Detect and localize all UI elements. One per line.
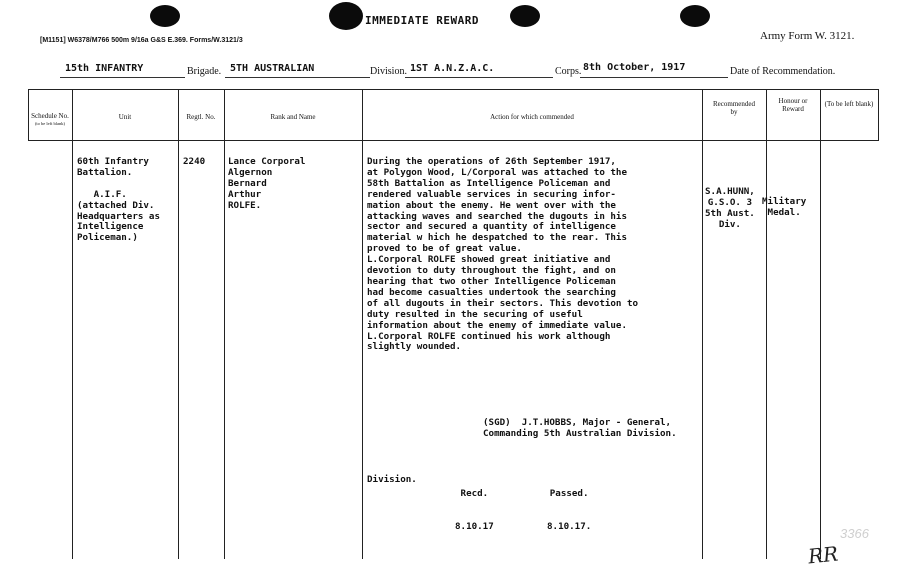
entry-unit: 60th Infantry Battalion. A.I.F. (attached Div. Headquarters as Intelligence Policeman.) (77, 156, 160, 244)
division-underline (225, 77, 370, 78)
col-divider-5 (362, 89, 363, 559)
brigade-label: Brigade. (187, 66, 222, 77)
received-block (455, 466, 494, 543)
print-reference: [M1151] W6378/M766 500m 9/16a G&S E.369. Forms/W.3121/3 (40, 37, 243, 44)
division-value: 5TH AUSTRALIAN (230, 63, 315, 74)
col-divider-8 (820, 89, 821, 559)
form-title: IMMEDIATE REWARD (365, 14, 479, 27)
corps-label: Corps. (555, 66, 582, 77)
col-divider-9 (878, 89, 879, 140)
col-divider-4 (224, 89, 225, 559)
entry-recommended-by: S.A.HUNN, G.S.O. 3 5th Aust. Div. (705, 186, 755, 230)
army-form-number: Army Form W. 3121. (760, 30, 855, 42)
recommendation-date-value: 8th October, 1917 (583, 62, 686, 73)
col-header-schedule-sub: (to be left blank) (34, 121, 66, 126)
passed-date: 8.10.17. (547, 521, 592, 532)
punch-hole-left (150, 5, 180, 27)
punch-hole-center (329, 2, 363, 30)
col-header-unit: Unit (118, 113, 132, 121)
col-header-honour: Honour or Reward (778, 97, 808, 113)
passed-block (547, 466, 591, 543)
col-header-rank: Rank and Name (270, 113, 316, 121)
receipt-division-label: Division. (367, 474, 417, 485)
col-header-recommended: Recommended by (713, 100, 755, 116)
punch-hole-center-right (510, 5, 540, 27)
brigade-value: 15th INFANTRY (65, 63, 144, 74)
corps-value: 1ST A.N.Z.A.C. (410, 63, 495, 74)
brigade-underline (60, 77, 185, 78)
signature-block: (SGD) J.T.HOBBS, Major - General, Commanding 5th Australian Division. (483, 417, 677, 439)
col-header-schedule: Schedule No. (to be left blank) (28, 112, 72, 128)
passed-label: Passed. (549, 488, 589, 499)
received-date: 8.10.17 (455, 521, 494, 532)
col-header-regt: Regtl. No. (186, 113, 216, 121)
entry-rank-name: Lance Corporal Algernon Bernard Arthur ROLFE. (228, 156, 306, 211)
received-label: Recd. (460, 488, 489, 499)
faint-stamp-number: 3366 (840, 526, 869, 541)
col-divider-2 (72, 89, 73, 559)
entry-honour: Military Medal. (762, 196, 807, 218)
col-header-action: Action for which commended (490, 113, 574, 121)
division-label: Division. (370, 66, 407, 77)
entry-action: During the operations of 26th September 1917, at Polygon Wood, L/Corporal was attached to the 58th Battalion as Intelligence Policeman and rendered valuable services in securing infor- mation about the enemy. He went over with the attacking waves and searched the dugouts in his sector and secured a quantity of intelligence material w hich he despatched to the rear. This proved to be of great value. L.Corporal ROLFE showed great initiative and devotion to duty throughout the fight, and on hearing that two other Intelligence Policeman had become casualties undertook the searching of all dugouts in their sectors. This devotion to duty resulted in the securing of useful information about the enemy of immediate value. L.Corporal ROLFE continued his work although slightly wounded. (367, 156, 639, 353)
corps-underline (405, 77, 553, 78)
punch-hole-right (680, 5, 710, 27)
col-divider-6 (702, 89, 703, 559)
table-header-rule (28, 140, 879, 141)
col-header-blank: (To be left blank) (824, 100, 874, 108)
col-divider-7 (766, 89, 767, 559)
date-underline (580, 77, 728, 78)
entry-regt-no: 2240 (183, 156, 206, 167)
handwritten-initials: RR (806, 541, 840, 569)
table-top-rule (28, 89, 879, 90)
col-divider-3 (178, 89, 179, 559)
recommendation-date-label: Date of Recommendation. (730, 66, 836, 77)
